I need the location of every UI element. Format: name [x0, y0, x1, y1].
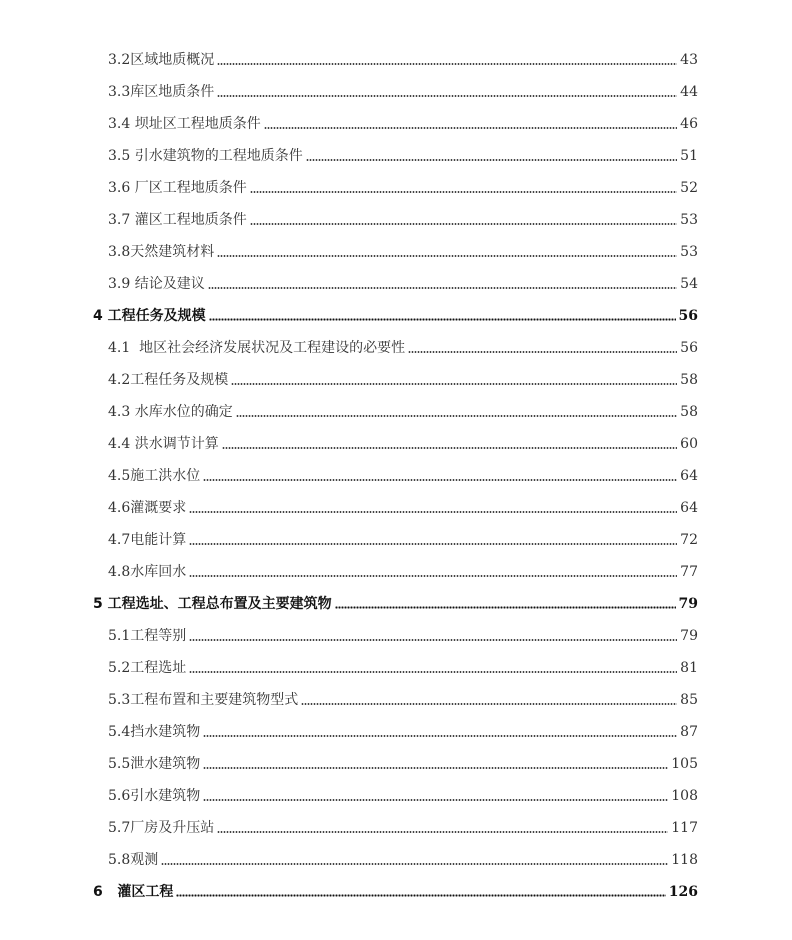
dot-leader	[217, 255, 677, 257]
toc-chapter-page: 79	[678, 596, 698, 612]
dot-leader	[250, 191, 677, 193]
toc-entry-page: 58	[680, 372, 698, 388]
toc-entry-page: 118	[671, 852, 698, 868]
dot-leader	[176, 894, 665, 897]
toc-entry-title: 5.7厂房及升压站	[108, 820, 215, 836]
toc-chapter-entry	[93, 303, 698, 325]
dot-leader	[236, 415, 677, 417]
toc-entry-title: 3.5 引水建筑物的工程地质条件	[108, 148, 303, 164]
toc-chapter-title: 4 工程任务及规模	[93, 308, 206, 324]
toc-entry-title: 4.5施工洪水位	[108, 468, 201, 484]
toc-entry-page: 51	[680, 148, 698, 164]
toc-entry	[108, 271, 698, 293]
toc-entry	[108, 527, 698, 549]
toc-entry-page: 105	[671, 756, 698, 772]
toc-entry-title: 3.6 厂区工程地质条件	[108, 180, 247, 196]
toc-entry-title: 3.9 结论及建议	[108, 276, 205, 292]
toc-chapter-entry	[93, 879, 698, 901]
toc-entry-title: 3.3库区地质条件	[108, 84, 215, 100]
toc-entry-title: 5.8观测	[108, 852, 159, 868]
dot-leader	[301, 703, 677, 705]
dot-leader	[189, 639, 677, 641]
toc-entry-page: 60	[680, 436, 698, 452]
toc-entry-page: 108	[671, 788, 698, 804]
toc-entry-title: 5.6引水建筑物	[108, 788, 201, 804]
toc-entry	[108, 463, 698, 485]
toc-entry-title: 4.1 地区社会经济发展状况及工程建设的必要性	[108, 340, 406, 356]
dot-leader	[222, 447, 677, 449]
toc-entry	[108, 367, 698, 389]
toc-entry-title: 3.2区域地质概况	[108, 52, 215, 68]
toc-entry-page: 52	[680, 180, 698, 196]
toc-entry-page: 53	[680, 244, 698, 260]
toc-entry	[108, 687, 698, 709]
toc-entry-title: 4.8水库回水	[108, 564, 187, 580]
toc-entry-page: 87	[680, 724, 698, 740]
toc-entry	[108, 719, 698, 741]
toc-entry-title: 5.5泄水建筑物	[108, 756, 201, 772]
toc-entry-page: 77	[680, 564, 698, 580]
toc-entry-title: 4.6灌溉要求	[108, 500, 187, 516]
toc-entry-title: 5.4挡水建筑物	[108, 724, 201, 740]
toc-entry-title: 4.2工程任务及规模	[108, 372, 229, 388]
toc-entry-title: 4.7电能计算	[108, 532, 187, 548]
toc-entry-page: 46	[680, 116, 698, 132]
toc-entry	[108, 207, 698, 229]
dot-leader	[189, 543, 677, 545]
toc-entry	[108, 783, 698, 805]
toc-entry-page: 117	[671, 820, 698, 836]
toc-entry-page: 56	[680, 340, 698, 356]
toc-entry-page: 72	[680, 532, 698, 548]
dot-leader	[250, 223, 677, 225]
toc-entry-page: 43	[680, 52, 698, 68]
toc-entry	[108, 111, 698, 133]
dot-leader	[335, 606, 676, 609]
toc-entry	[108, 623, 698, 645]
toc-entry	[108, 335, 698, 357]
dot-leader	[203, 767, 668, 769]
toc-entry	[108, 495, 698, 517]
toc-entry	[108, 175, 698, 197]
dot-leader	[209, 318, 676, 321]
dot-leader	[189, 671, 677, 673]
toc-entry-title: 3.4 坝址区工程地质条件	[108, 116, 261, 132]
toc-chapter-title: 6 灌区工程	[93, 884, 174, 900]
toc-entry	[108, 655, 698, 677]
dot-leader	[189, 511, 677, 513]
toc-entry	[108, 751, 698, 773]
toc-entry	[108, 143, 698, 165]
toc-entry-page: 53	[680, 212, 698, 228]
toc-chapter-entry	[93, 591, 698, 613]
toc-entry-title: 3.7 灌区工程地质条件	[108, 212, 247, 228]
dot-leader	[217, 63, 677, 65]
dot-leader	[203, 799, 668, 801]
toc-entry-title: 5.3工程布置和主要建筑物型式	[108, 692, 299, 708]
dot-leader	[203, 479, 677, 481]
dot-leader	[189, 575, 677, 577]
dot-leader	[408, 351, 677, 353]
toc-entry	[108, 559, 698, 581]
toc-entry	[108, 847, 698, 869]
dot-leader	[264, 127, 677, 129]
toc-chapter-page: 126	[668, 884, 698, 900]
dot-leader	[231, 383, 677, 385]
toc-entry-title: 3.8天然建筑材料	[108, 244, 215, 260]
toc-entry-page: 64	[680, 468, 698, 484]
toc-entry	[108, 79, 698, 101]
dot-leader	[217, 831, 668, 833]
toc-entry	[108, 431, 698, 453]
toc-entry-page: 58	[680, 404, 698, 420]
toc-entry-page: 64	[680, 500, 698, 516]
toc-entry	[108, 399, 698, 421]
dot-leader	[306, 159, 677, 161]
dot-leader	[161, 863, 668, 865]
toc-entry-page: 81	[680, 660, 698, 676]
toc-entry	[108, 815, 698, 837]
dot-leader	[208, 287, 677, 289]
toc-entry-page: 54	[680, 276, 698, 292]
toc-entry-title: 5.2工程选址	[108, 660, 187, 676]
dot-leader	[203, 735, 677, 737]
toc-entry-title: 4.4 洪水调节计算	[108, 436, 219, 452]
toc-entry-page: 44	[680, 84, 698, 100]
toc-entry	[108, 47, 698, 69]
toc-entry	[108, 239, 698, 261]
toc-entry-page: 85	[680, 692, 698, 708]
toc-chapter-title: 5 工程选址、工程总布置及主要建筑物	[93, 596, 332, 612]
toc-entry-title: 4.3 水库水位的确定	[108, 404, 233, 420]
toc-chapter-page: 56	[678, 308, 698, 324]
toc-entry-page: 79	[680, 628, 698, 644]
dot-leader	[217, 95, 677, 97]
toc-entry-title: 5.1工程等别	[108, 628, 187, 644]
